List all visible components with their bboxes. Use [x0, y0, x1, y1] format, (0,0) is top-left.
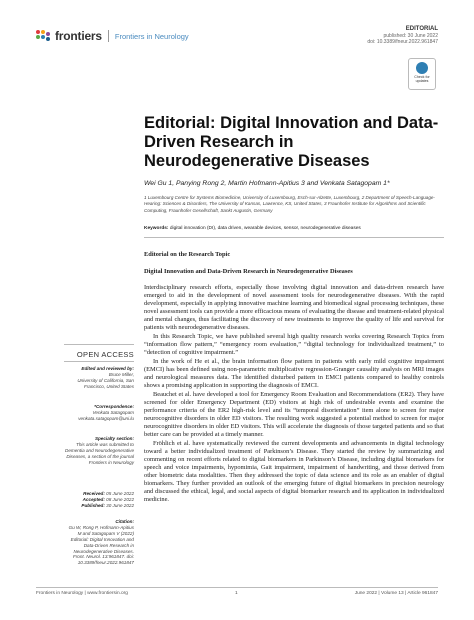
paragraph: In the work of He et al., the brain information flow pattern in patients with early mild cognitive impairment (EMCI) has been defined using non-parametric multiplicative regression-Granger causality analysis on MRI images and neurological measures data. The identified disturbed pattern in EMCI patients compared to healthy controls shows a promising application in supporting the diagnosis of EMCI.: [144, 357, 444, 390]
correspondence: [64, 404, 134, 422]
edited-label: Edited and reviewed by:: [81, 366, 134, 371]
paragraph: Fröhlich et al. have systematically reviewed the current developments and advancements in digital technology toward a better individualized treatment of Parkinson’s Disease. They started the review by summarizing and commenting on recent efforts related to digital biomarkers in Parkinson’s Disease, including digital biomarkers for speech and voice impairments, hypomimia, Gait impairment, impairment of handwriting, and those derived from other biometric data modalities. Then they addressed the topic of data science and its role as an enabler of digital biomarkers. They further provided an outlook of the emerging future of digital biomarkers in precision neurology and discussed the ethical, legal, and social aspects of digital biomarker research and its application in individualized medicine.: [144, 439, 444, 504]
journal-name[interactable]: Frontiers in Neurology: [114, 31, 189, 41]
keywords-list: digital innovation (DI), data driven, wearable devices, sensor, neurodegenerative diseases: [169, 226, 361, 231]
paragraph: Interdisciplinary research efforts, especially those involving digital innovation and data-driven research have emerged to aid in the development of novel assessment tools for neurodegenerative diseases. With the rapid development, especially in applying innovative machine learning and biomedical signal processing techniques, these novel assessment tools can provide a more efficacious means of evaluating the disease and treatment-related physical and mental changes, thus facilitating the discovery of new treatments to improve the quality of life and survival for patients with neurodegenerative diseases.: [144, 284, 444, 332]
research-topic-link[interactable]: Digital Innovation and Data-Driven Research in Neurodegenerative Diseases: [144, 268, 353, 275]
updates-label: Check for updates: [414, 75, 430, 83]
sidebar-divider: [64, 344, 134, 345]
footer-divider: [36, 587, 438, 588]
citation: [64, 519, 134, 566]
citation-label: Citation:: [115, 519, 134, 524]
published-label: Published:: [81, 502, 105, 508]
title-divider: [144, 237, 444, 238]
article-title: Editorial: Digital Innovation and Data-Driven Research in Neurodegenerative Diseases: [144, 114, 439, 170]
page-number: 1: [235, 591, 238, 596]
sidebar-divider: [64, 361, 134, 362]
dates: [64, 491, 134, 509]
check-for-updates-badge[interactable]: [408, 58, 436, 90]
article-meta: [367, 26, 438, 46]
frontiers-logo-icon: [36, 30, 52, 42]
article-type: EDITORIAL: [405, 26, 438, 32]
article-body: [144, 284, 444, 505]
doi-link[interactable]: doi: 10.3389/fneur.2022.961847: [367, 39, 438, 45]
corresponding-author: Venkata Satagopam: [92, 409, 134, 415]
paragraph: In this Research Topic, we have published several high quality research works covering Research Topics from “information flow pattern,” “emergency room evaluation,” “digital technology for individualized treatment,” to “detection of cognitive impairment.”: [144, 333, 444, 357]
updates-icon: [416, 62, 428, 74]
corresponding-email[interactable]: venkata.satagopam@uni.lu: [78, 415, 134, 421]
open-access-label: OPEN ACCESS: [76, 350, 134, 359]
edited-by: [64, 366, 134, 390]
accepted-label: Accepted:: [82, 496, 105, 502]
specialty-section: [64, 436, 134, 466]
section-heading: Editorial on the Research Topic: [144, 251, 231, 258]
footer-journal[interactable]: Frontiers in Neurology | www.frontiersin.org: [36, 591, 128, 596]
editor-name: Bruce Miller,: [108, 371, 134, 377]
citation-text: Gu W, Rong P, Hofmann-Apitius M and Satagopam V (2022) Editorial: Digital Innovation and Data-Driven Research in Neurodegenerative Diseases. Front. Neurol. 13:961847. doi: 10.3389/fneur.2022.961847: [68, 524, 134, 566]
specialty-label: Specialty section:: [94, 436, 134, 441]
received-label: Received:: [83, 491, 105, 496]
keywords-label: Keywords:: [144, 226, 169, 231]
editor-affiliation: University of California, San Francisco, United States: [77, 377, 134, 389]
affiliations: 1 Luxembourg Centre for Systems Biomedicine, University of Luxembourg, Esch-sur-Alzette, Luxembourg, 2 Department of Speech-Language-Hearing: Sciences & Disorders, The University of Kansas, Lawrence, KS, United States, 3 Fraunhofer Institute for Algorithms and Scientific Computing, Fraunhofer Gesellschaft, Sankt Augustin, Germany: [144, 195, 435, 213]
specialty-text: This article was submitted to Dementia and Neurodegenerative Diseases, a section of the journal Frontiers in Neurology: [65, 441, 134, 465]
correspondence-label: *Correspondence:: [94, 404, 134, 409]
published-date-sidebar: 30 June 2022: [106, 502, 134, 508]
frontiers-logo[interactable]: [36, 28, 189, 44]
accepted-date: 08 June 2022: [106, 496, 134, 502]
published-date: published: 30 June 2022: [383, 32, 438, 39]
paragraph: Beauchet et al. have developed a tool for Emergency Room Evaluation and Recommendations (ER2). They have screened for older Emergency Department (ED) visitors at high risk of undesirable events and examine the performance criteria of the ER2 high-risk level and its “temporal disorientation” item alone to screen for major neurocognitive disorders in older ED visitors. The resulting work suggested a potential method to screen for major neurocognitive disorders in older ED visitors. This will accelerate the diagnosis of those targeted patients and so that better care can be provided at a timely manner.: [144, 390, 444, 439]
keywords: [144, 226, 444, 231]
brand-name: frontiers: [55, 29, 102, 43]
logo-divider: [108, 30, 109, 42]
footer-issue: June 2022 | Volume 13 | Article 961847: [354, 591, 438, 596]
author-list: Wei Gu 1, Panying Rong 2, Martin Hofmann-Apitius 3 and Venkata Satagopam 1*: [144, 180, 390, 187]
received-date: 05 June 2022: [106, 491, 134, 496]
